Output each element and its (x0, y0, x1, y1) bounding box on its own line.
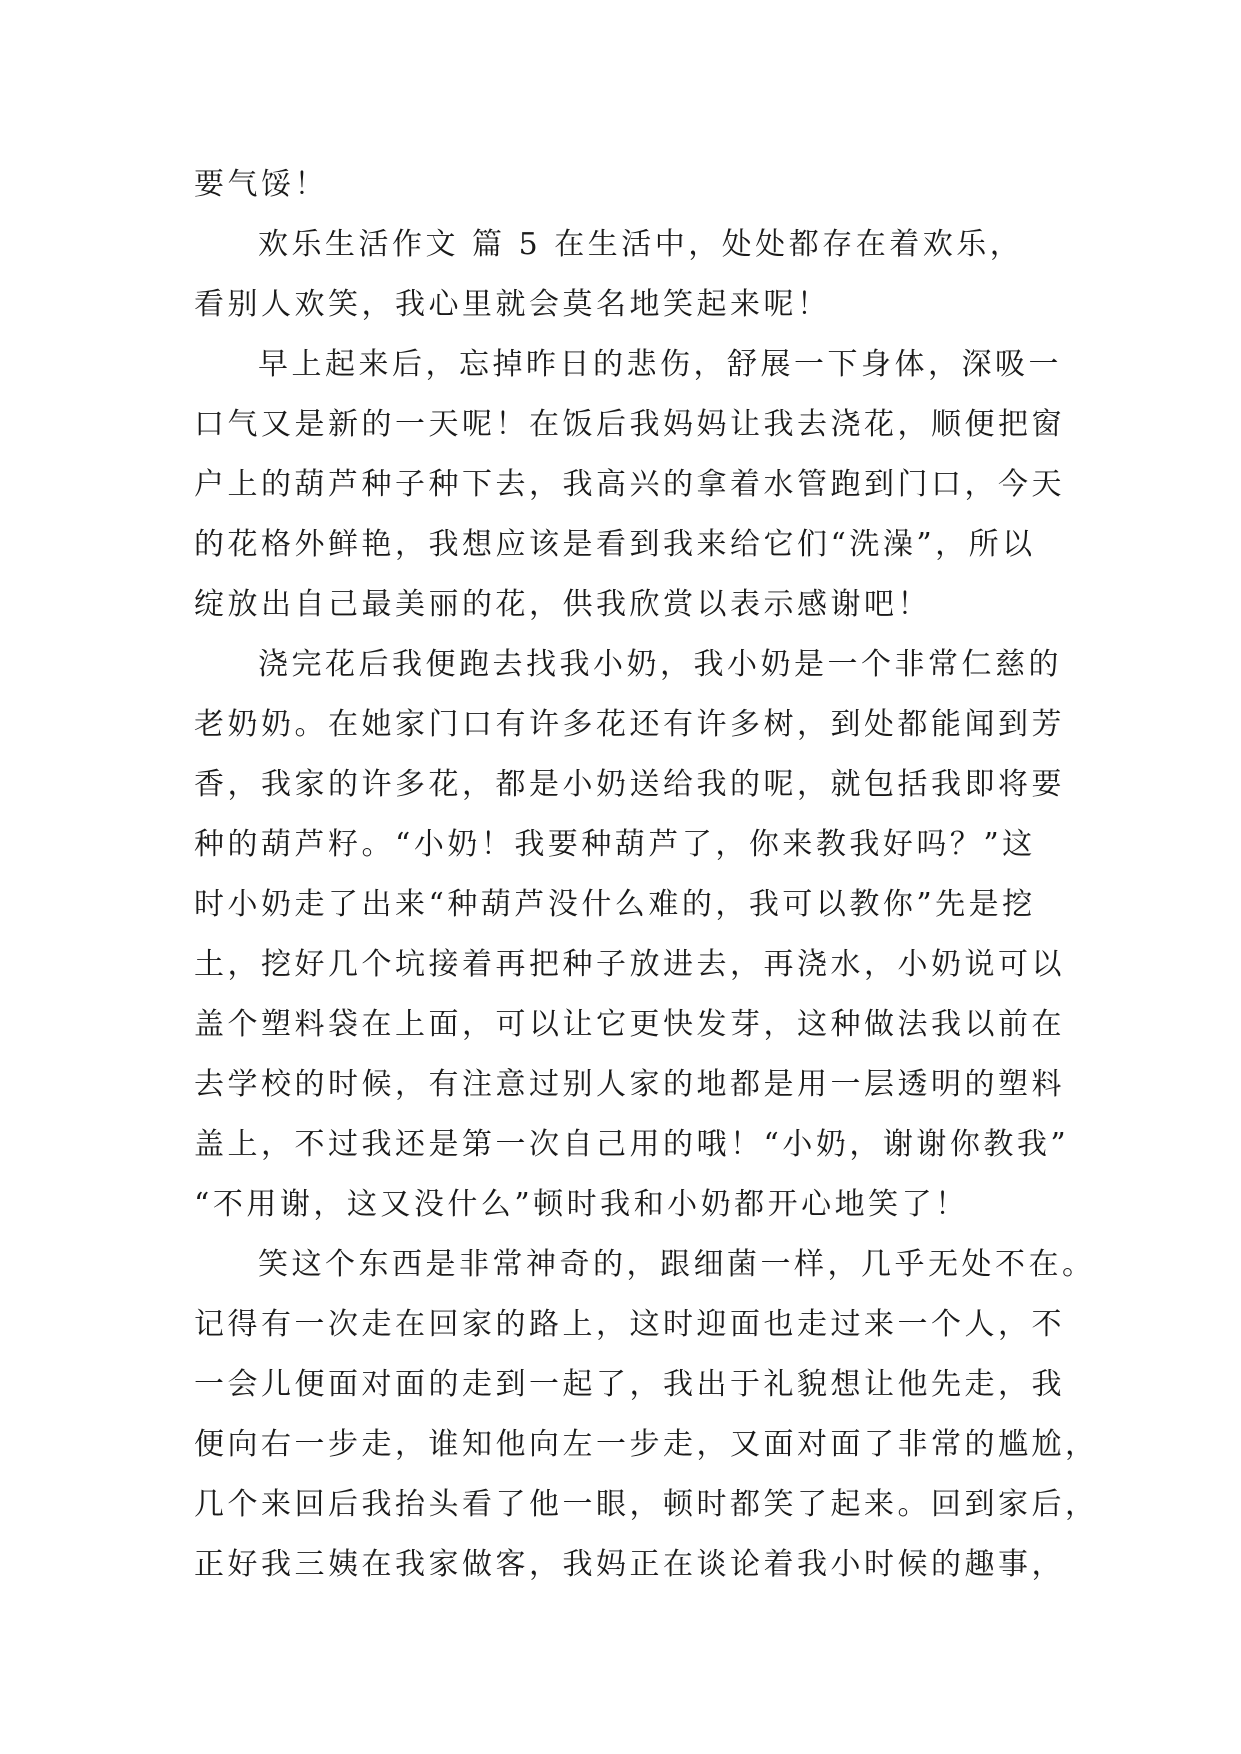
paragraph-line: 便向右一步走，谁知他向左一步走，又面对面了非常的尴尬， (194, 1427, 1099, 1462)
paragraph-line: 几个来回后我抬头看了他一眼，顿时都笑了起来。回到家后， (194, 1487, 1099, 1522)
paragraph-line: 户上的葫芦种子种下去，我高兴的拿着水管跑到门口，今天 (194, 467, 1065, 502)
paragraph-line: “不用谢，这又没什么”顿时我和小奶都开心地笑了！ (194, 1187, 969, 1222)
paragraph-line: 的花格外鲜艳，我想应该是看到我来给它们“洗澡”，所以 (194, 527, 1036, 562)
paragraph-line: 看别人欢笑，我心里就会莫名地笑起来呢！ (194, 287, 831, 322)
paragraph-line: 盖个塑料袋在上面，可以让它更快发芽，这种做法我以前在 (194, 1007, 1065, 1042)
section-heading-line: 欢乐生活作文 篇 5 在生活中，处处都存在着欢乐， (258, 227, 1024, 262)
paragraph-line: 记得有一次走在回家的路上，这时迎面也走过来一个人，不 (194, 1307, 1065, 1342)
paragraph-line: 要气馁！ (194, 167, 328, 202)
article-body (194, 155, 1099, 1595)
paragraph-line: 正好我三姨在我家做客，我妈正在谈论着我小时候的趣事， (194, 1547, 1065, 1582)
paragraph-line: 时小奶走了出来“种葫芦没什么难的，我可以教你”先是挖 (194, 887, 1036, 922)
paragraph-line: 浇完花后我便跑去找我小奶，我小奶是一个非常仁慈的 (258, 647, 1062, 682)
paragraph-line: 去学校的时候，有注意过别人家的地都是用一层透明的塑料 (194, 1067, 1065, 1102)
paragraph-line: 一会儿便面对面的走到一起了，我出于礼貌想让他先走，我 (194, 1367, 1065, 1402)
paragraph-line: 绽放出自己最美丽的花，供我欣赏以表示感谢吧！ (194, 587, 931, 622)
paragraph-line: 盖上，不过我还是第一次自己用的哦！“小奶，谢谢你教我” (194, 1127, 1070, 1162)
paragraph-line: 种的葫芦籽。“小奶！我要种葫芦了，你来教我好吗？”这 (194, 827, 1036, 862)
paragraph-line: 口气又是新的一天呢！在饭后我妈妈让我去浇花，顺便把窗 (194, 407, 1065, 442)
paragraph-line: 土，挖好几个坑接着再把种子放进去，再浇水，小奶说可以 (194, 947, 1065, 982)
paragraph-line: 老奶奶。在她家门口有许多花还有许多树，到处都能闻到芳 (194, 707, 1065, 742)
paragraph-line: 早上起来后，忘掉昨日的悲伤，舒展一下身体，深吸一 (258, 347, 1062, 382)
paragraph-line: 笑这个东西是非常神奇的，跟细菌一样，几乎无处不在。 (258, 1247, 1096, 1282)
paragraph-line: 香，我家的许多花，都是小奶送给我的呢，就包括我即将要 (194, 767, 1065, 802)
